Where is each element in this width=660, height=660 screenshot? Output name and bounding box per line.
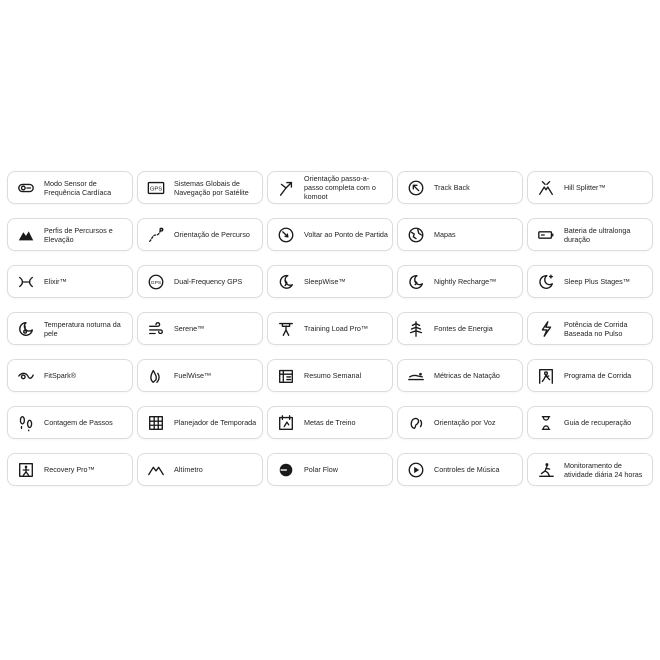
feature-card-serene bbox=[137, 312, 263, 345]
feature-label: Guia de recuperação bbox=[564, 418, 632, 427]
feature-label: Hill Splitter™ bbox=[564, 183, 606, 192]
feature-label: Voltar ao Ponto de Partida bbox=[304, 230, 388, 239]
feature-card-bateria-de-ultralonga-duracao bbox=[527, 218, 653, 251]
feature-card-orientacao-passo-a-passo-completa-com-o-komoot bbox=[267, 171, 393, 204]
feature-label: SleepWise™ bbox=[304, 277, 346, 286]
feature-card-planejador-de-temporada bbox=[137, 406, 263, 439]
feature-card-potencia-de-corrida-baseada-no-pulso bbox=[527, 312, 653, 345]
feature-card-orientacao-de-percurso bbox=[137, 218, 263, 251]
feature-label: Orientação por Voz bbox=[434, 418, 496, 427]
feature-label: FitSpark® bbox=[44, 371, 77, 380]
feature-label: Track Back bbox=[434, 183, 470, 192]
feature-label: Orientação de Percurso bbox=[174, 230, 250, 239]
music-play-icon bbox=[406, 460, 426, 480]
feature-card-metricas-de-natacao bbox=[397, 359, 523, 392]
feature-card-polar-flow bbox=[267, 453, 393, 486]
voice-guidance-icon bbox=[406, 413, 426, 433]
feature-label: Contagem de Passos bbox=[44, 418, 113, 427]
nightly-recharge-icon bbox=[406, 272, 426, 292]
feature-card-modo-sensor-de-frequencia-cardiaca bbox=[7, 171, 133, 204]
feature-card-sistemas-globais-de-navegacao-por-satelite bbox=[137, 171, 263, 204]
feature-label: Sistemas Globais de Navegação por Satélite bbox=[174, 178, 249, 197]
feature-label: Perfis de Percursos e Elevação bbox=[44, 225, 113, 244]
feature-card-voltar-ao-ponto-de-partida bbox=[267, 218, 393, 251]
compass-icon bbox=[276, 225, 296, 245]
feature-card-sleepwise bbox=[267, 265, 393, 298]
feature-card-recovery-pro bbox=[7, 453, 133, 486]
feature-label: Orientação passo-a-passo completa com o komoot bbox=[304, 174, 376, 201]
turn-arrow-icon bbox=[276, 178, 296, 198]
elixir-icon bbox=[16, 272, 36, 292]
feature-label: Serene™ bbox=[174, 324, 205, 333]
training-target-icon bbox=[276, 413, 296, 433]
route-icon bbox=[146, 225, 166, 245]
feature-card-temperatura-noturna-da-pele bbox=[7, 312, 133, 345]
feature-label: Nightly Recharge™ bbox=[434, 277, 497, 286]
feature-card-hill-splitter bbox=[527, 171, 653, 204]
feature-card-perfis-de-percursos-e-elevacao bbox=[7, 218, 133, 251]
altimeter-icon bbox=[146, 460, 166, 480]
feature-card-track-back bbox=[397, 171, 523, 204]
feature-label: Altímetro bbox=[174, 465, 203, 474]
feature-label: Monitoramento de atividade diária 24 horas bbox=[564, 460, 643, 479]
running-program-icon bbox=[536, 366, 556, 386]
feature-card-altimetro bbox=[137, 453, 263, 486]
activity-tracking-icon bbox=[536, 460, 556, 480]
feature-label: Resumo Semanal bbox=[304, 371, 362, 380]
feature-card-fuelwise bbox=[137, 359, 263, 392]
feature-label: Planejador de Temporada bbox=[174, 418, 257, 427]
sleep-stages-icon bbox=[536, 272, 556, 292]
feature-card-dual-frequency-gps bbox=[137, 265, 263, 298]
feature-label: Sleep Plus Stages™ bbox=[564, 277, 630, 286]
feature-card-monitoramento-de-atividade-diaria-24-horas bbox=[527, 453, 653, 486]
feature-label: Recovery Pro™ bbox=[44, 465, 95, 474]
feature-card-resumo-semanal bbox=[267, 359, 393, 392]
feature-card-metas-de-treino bbox=[267, 406, 393, 439]
serene-icon bbox=[146, 319, 166, 339]
feature-card-sleep-plus-stages bbox=[527, 265, 653, 298]
feature-label: Fontes de Energia bbox=[434, 324, 493, 333]
feature-card-contagem-de-passos bbox=[7, 406, 133, 439]
feature-label: Elixir™ bbox=[44, 277, 67, 286]
sleepwise-icon bbox=[276, 272, 296, 292]
skin-temperature-icon bbox=[16, 319, 36, 339]
feature-label: Modo Sensor de Frequência Cardíaca bbox=[44, 178, 112, 197]
svg-text:GPS: GPS bbox=[150, 280, 162, 286]
dual-gps-icon bbox=[146, 272, 166, 292]
svg-text:GPS: GPS bbox=[149, 186, 163, 193]
energy-sources-icon bbox=[406, 319, 426, 339]
feature-label: Controles de Música bbox=[434, 465, 500, 474]
feature-card-programa-de-corrida bbox=[527, 359, 653, 392]
feature-label: Bateria de ultralonga duração bbox=[564, 225, 631, 244]
feature-card-fitspark bbox=[7, 359, 133, 392]
feature-card-fontes-de-energia bbox=[397, 312, 523, 345]
feature-label: Programa de Corrida bbox=[564, 371, 632, 380]
feature-label: Training Load Pro™ bbox=[304, 324, 369, 333]
fuelwise-icon bbox=[146, 366, 166, 386]
globe-icon bbox=[406, 225, 426, 245]
feature-card-guia-de-recuperacao bbox=[527, 406, 653, 439]
season-planner-icon bbox=[146, 413, 166, 433]
hill-splitter-icon bbox=[536, 178, 556, 198]
battery-icon bbox=[536, 225, 556, 245]
feature-card-controles-de-musica bbox=[397, 453, 523, 486]
feature-card-training-load-pro bbox=[267, 312, 393, 345]
feature-label: Mapas bbox=[434, 230, 456, 239]
feature-card-elixir bbox=[7, 265, 133, 298]
feature-label: Polar Flow bbox=[304, 465, 338, 474]
recovery-guide-icon bbox=[536, 413, 556, 433]
footsteps-icon bbox=[16, 413, 36, 433]
track-back-icon bbox=[406, 178, 426, 198]
feature-label: Dual-Frequency GPS bbox=[174, 277, 243, 286]
swimming-icon bbox=[406, 366, 426, 386]
heart-sensor-icon bbox=[16, 178, 36, 198]
gps-icon bbox=[146, 178, 166, 198]
feature-card-orientacao-por-voz bbox=[397, 406, 523, 439]
feature-card-nightly-recharge bbox=[397, 265, 523, 298]
recovery-pro-icon bbox=[16, 460, 36, 480]
feature-label: Temperatura noturna da pele bbox=[44, 319, 121, 338]
training-load-icon bbox=[276, 319, 296, 339]
fitspark-icon bbox=[16, 366, 36, 386]
feature-grid bbox=[7, 171, 653, 486]
feature-label: Potência de Corrida Baseada no Pulso bbox=[564, 319, 628, 338]
feature-label: Métricas de Natação bbox=[434, 371, 500, 380]
feature-card-mapas bbox=[397, 218, 523, 251]
feature-label: FuelWise™ bbox=[174, 371, 212, 380]
mountain-profile-icon bbox=[16, 225, 36, 245]
feature-label: Metas de Treino bbox=[304, 418, 356, 427]
weekly-summary-icon bbox=[276, 366, 296, 386]
running-power-icon bbox=[536, 319, 556, 339]
polar-flow-icon bbox=[276, 460, 296, 480]
